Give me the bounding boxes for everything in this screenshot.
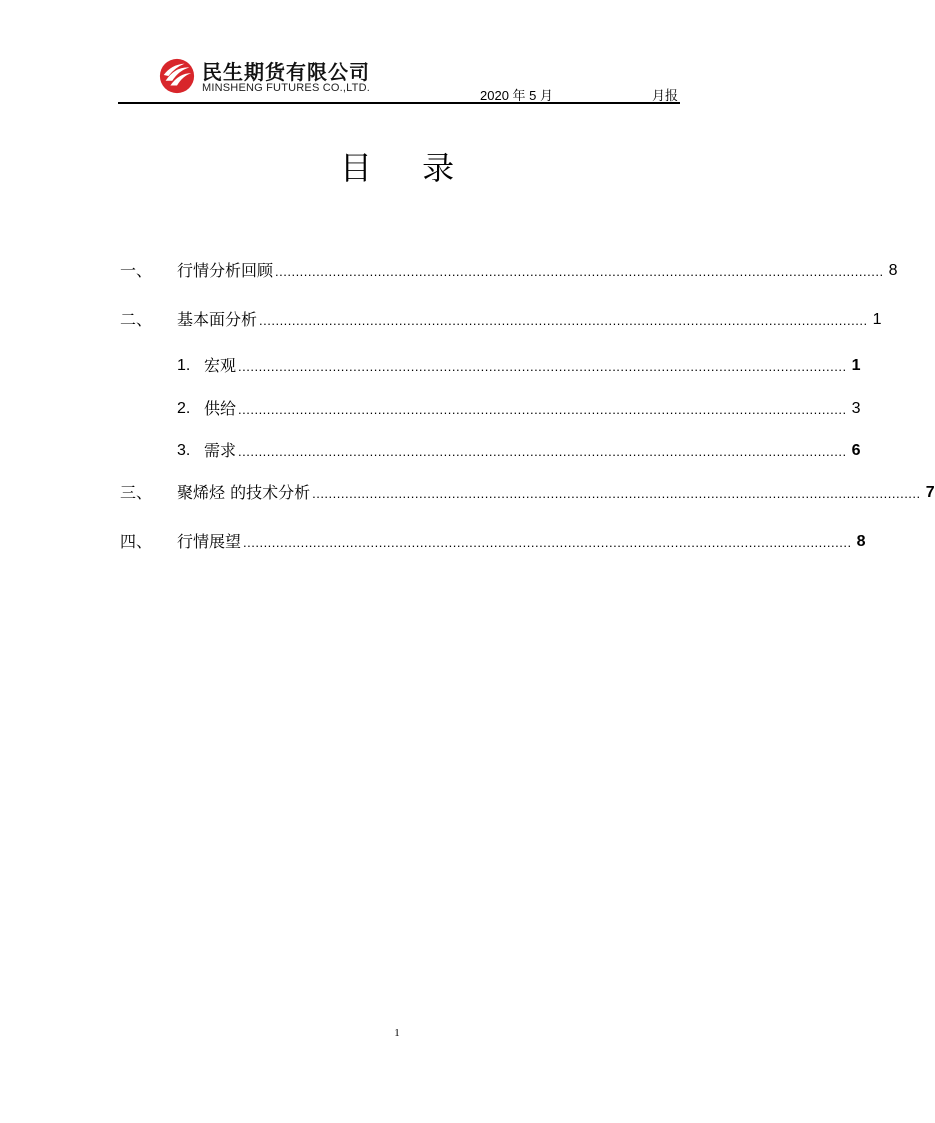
company-name-en: MINSHENG FUTURES CO.,LTD.: [202, 82, 370, 94]
toc-entry-title: 聚烯烃 的技术分析: [177, 483, 311, 502]
toc-entry-page: 6: [851, 442, 861, 459]
toc-entry-number: 3.: [177, 442, 191, 459]
toc-entry-number: 四、: [120, 532, 153, 551]
toc-entry-title: 供给: [204, 399, 237, 418]
toc-subentry[interactable]: [177, 436, 861, 462]
toc-dot-leader: ....................................................................................................................................................: [238, 444, 847, 459]
toc-entry[interactable]: [120, 256, 898, 282]
toc-entry-page: 7: [925, 484, 935, 501]
toc-subentry[interactable]: [177, 394, 861, 420]
toc-entry-page: 1: [872, 311, 882, 328]
report-type: 月报: [651, 89, 678, 104]
toc-entry-title: 需求: [204, 441, 237, 460]
header-divider: [118, 102, 680, 104]
toc-title: 目 录: [339, 149, 475, 187]
toc-dot-leader: ....................................................................................................................................................: [275, 264, 884, 279]
toc-dot-leader: ....................................................................................................................................................: [312, 486, 921, 501]
toc-entry[interactable]: [120, 527, 866, 553]
toc-entry-page: 8: [856, 533, 866, 550]
toc-entry-number: 2.: [177, 400, 191, 417]
toc-entry[interactable]: [120, 478, 935, 504]
toc-entry-page: 3: [851, 400, 861, 417]
toc-entry-title: 行情展望: [177, 532, 242, 551]
minsheng-logo-icon: [158, 57, 196, 95]
toc-entry-title: 宏观: [204, 356, 237, 375]
page-number: 1: [394, 1027, 400, 1039]
toc-entry-title: 基本面分析: [177, 310, 258, 329]
toc-entry-number: 1.: [177, 357, 191, 374]
toc-entry-number: 三、: [120, 483, 153, 502]
toc-entry-page: 8: [888, 262, 898, 279]
toc-dot-leader: ....................................................................................................................................................: [238, 402, 847, 417]
company-name-cn: 民生期货有限公司: [202, 60, 370, 84]
report-date: 2020 年 5 月: [480, 88, 553, 103]
toc-entry-number: 二、: [120, 310, 153, 329]
toc-dot-leader: ....................................................................................................................................................: [243, 535, 852, 550]
toc-entry-number: 一、: [120, 261, 153, 280]
toc-entry-title: 行情分析回顾: [177, 261, 274, 280]
toc-dot-leader: ....................................................................................................................................................: [238, 359, 847, 374]
toc-entry-page: 1: [851, 357, 861, 374]
toc-subentry[interactable]: [177, 351, 861, 377]
company-logo: [158, 55, 398, 100]
toc-dot-leader: ....................................................................................................................................................: [259, 313, 868, 328]
toc-entry[interactable]: [120, 305, 882, 331]
page-header: [118, 55, 680, 105]
